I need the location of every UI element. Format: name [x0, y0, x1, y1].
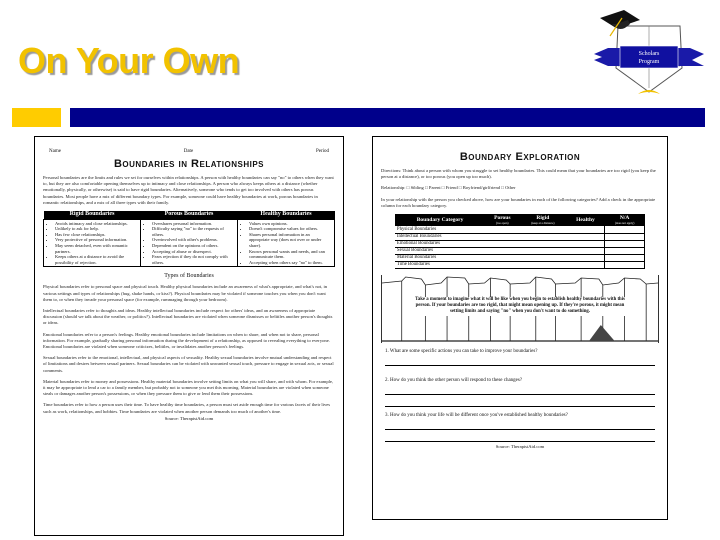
- column-header: Healthy: [576, 217, 595, 224]
- check-cell[interactable]: [566, 226, 604, 233]
- check-cell[interactable]: [605, 261, 645, 268]
- table-row: [395, 261, 645, 268]
- answer-line[interactable]: [385, 383, 655, 395]
- check-cell[interactable]: [566, 254, 604, 261]
- list-item: • Dependent on the opinions of others.: [152, 243, 234, 249]
- type-paragraph: Intellectual boundaries refer to thoughts and ideas. Healthy intellectual boundaries include respect for others' ideas, and an awareness of appropriate discussion (should we talk about the weather, or politics?). Intellectual boundaries are violated when someone dismisses or belittles another person's thoughts or ideas.: [43, 307, 333, 326]
- category-cell: Time Boundaries: [395, 261, 485, 268]
- check-cell[interactable]: [566, 247, 604, 254]
- check-cell[interactable]: [566, 240, 604, 247]
- source-text: Source: TherapistAid.com: [495, 443, 545, 449]
- accent-bar-yellow: [12, 108, 61, 127]
- check-cell[interactable]: [519, 233, 566, 240]
- check-cell[interactable]: [605, 240, 645, 247]
- list-item: • Doesn't compromise values for others.: [249, 226, 331, 232]
- check-cell[interactable]: [519, 261, 566, 268]
- date-label: Date: [183, 149, 194, 154]
- list-item: • Overinvolved with other's problems.: [152, 237, 234, 243]
- list-item: • Overshares personal information.: [152, 221, 234, 227]
- list-item: • Shares personal information in an appropriate way (does not over or under share).: [249, 232, 331, 249]
- check-cell[interactable]: [566, 261, 604, 268]
- check-cell[interactable]: [519, 240, 566, 247]
- table-row: [395, 254, 645, 261]
- table-row: [395, 240, 645, 247]
- category-cell: Sexual Boundaries: [395, 247, 485, 254]
- column-subheader: (too open): [496, 221, 509, 226]
- check-cell[interactable]: [485, 254, 519, 261]
- column-subheader: (does not apply): [614, 221, 635, 226]
- column-header: N/A: [619, 215, 630, 222]
- category-cell: Material Boundaries: [395, 254, 485, 261]
- list-item: • Knows personal wants and needs, and can communicate them.: [249, 249, 331, 260]
- relationship-options: Relationship: □ Sibling □ Parent □ Friend □ Boyfriend/girlfriend □ Other: [381, 185, 516, 191]
- category-cell: Intellectual Boundaries: [395, 233, 485, 240]
- check-cell[interactable]: [605, 254, 645, 261]
- list-item: • Unlikely to ask for help.: [55, 226, 137, 232]
- type-paragraph: Time boundaries refer to how a person uses their time. To have healthy time boundaries, a person must set aside enough time for various facets of their lives such as work, relationships, and hobbies. Time boundaries are violated when another person demands too much of another's time.: [43, 402, 331, 414]
- type-paragraph: Physical boundaries refer to personal space and physical touch. Healthy physical boundaries include an awareness of what's appropriate, and what's not, in various settings and types of relationships (hug, shake hands, or kiss?). Physical boundaries may be violated if someone touches you when you don't want them to, or when they invade your personal space (for example, rummaging through your bedroom).: [43, 284, 328, 302]
- boundary-exploration-worksheet: [372, 136, 668, 520]
- type-paragraph: Material boundaries refer to money and possessions. Healthy material boundaries involve setting limits on what you will share, and with whom. For example, it may be appropriate to lend a car to a family member, but probably not to someone you met this morning. Material boundaries are violated when someone steals or damages another person's possessions, or when they pressure them to give or lend them their possessions.: [43, 378, 334, 397]
- column-header: Porous Boundaries: [141, 211, 238, 219]
- answer-line[interactable]: [385, 430, 655, 442]
- answer-line[interactable]: [385, 395, 655, 407]
- category-cell: Physical Boundaries: [395, 226, 485, 233]
- logo-text-scholars: Scholars: [638, 51, 660, 57]
- column-header: Porous: [494, 215, 511, 222]
- check-cell[interactable]: [485, 226, 519, 233]
- table-row: [395, 226, 645, 233]
- worksheet-title: Boundary Exploration: [459, 151, 581, 163]
- column-header: Healthy Boundaries: [238, 211, 335, 219]
- period-label: Period: [315, 149, 329, 154]
- check-cell[interactable]: [566, 233, 604, 240]
- list-item: • Values own opinions.: [249, 221, 331, 227]
- question-1: 1. What are some specific actions you can take to improve your boundaries?: [385, 348, 538, 354]
- check-cell[interactable]: [605, 247, 645, 254]
- list-item: • Avoids intimacy and close relationships.: [55, 221, 137, 227]
- fence-illustration: [381, 275, 659, 343]
- list-item: • Keeps others at a distance to avoid the possibility of rejection.: [55, 254, 137, 265]
- table-row: [395, 233, 645, 240]
- check-cell[interactable]: [485, 247, 519, 254]
- scholars-program-logo: [588, 8, 710, 100]
- column-header: Rigid: [536, 215, 550, 222]
- category-cell: Emotional Boundaries: [395, 240, 485, 247]
- list-item: • May seem detached, even with romantic partners.: [55, 243, 137, 254]
- prompt-text: In your relationship with the person you checked above, how are your boundaries in each of the following categories? Add a check in the appropriate column for each boundary category.: [381, 196, 656, 208]
- type-paragraph: Emotional boundaries refer to a person's feelings. Healthy emotional boundaries include limitations on when to share, and when not to share, personal information. For example, gradually sharing personal information during the development of a relationship, as opposed to revealing everything to everyone. Emotional boundaries are violated when someone criticizes, belittles, or invalidates another person's feelings.: [43, 331, 330, 349]
- name-label: Name: [49, 149, 61, 154]
- answer-line[interactable]: [385, 418, 655, 430]
- list-item: • Very protective of personal information.: [55, 237, 137, 243]
- list-item: • Fears rejection if they do not comply with others.: [152, 254, 234, 265]
- check-cell[interactable]: [519, 247, 566, 254]
- logo-text-program: Program: [638, 59, 660, 65]
- check-cell[interactable]: [519, 226, 566, 233]
- types-heading: Types of Boundaries: [164, 273, 214, 280]
- check-cell[interactable]: [605, 226, 645, 233]
- list-item: • Accepting of abuse or disrespect.: [152, 249, 234, 255]
- table-row: [395, 247, 645, 254]
- column-header: Rigid Boundaries: [44, 211, 141, 219]
- fence-prompt-text: Take a moment to imagine what it will be like when you begin to establish healthy boundaries with this person. If your boundaries are too rigid, that might mean opening up. If they're porous, it might mean setting limits and saying "no" when you don't want to do something.: [412, 297, 628, 316]
- directions-text: Directions: Think about a person with whom you struggle to set healthy boundaries. This could mean that your boundaries are too rigid (you keep the person at a distance), or too porous (you open up too much).: [381, 168, 656, 180]
- boundary-category-table: [395, 214, 645, 269]
- check-cell[interactable]: [485, 233, 519, 240]
- column-header: Boundary Category: [416, 217, 464, 224]
- accent-bar-blue: [70, 108, 705, 127]
- list-item: • Has few close relationships.: [55, 232, 137, 238]
- question-3: 3. How do you think your life will be different once you've established healthy boundaries?: [385, 412, 568, 418]
- answer-line[interactable]: [385, 354, 655, 366]
- slide-title: On Your Own: [18, 40, 240, 81]
- list-item: • Accepting when others say "no" to them.: [249, 260, 331, 266]
- question-2: 2. How do you think the other person will respond to these changes?: [385, 377, 523, 383]
- list-item: • Difficulty saying "no" to the requests of others.: [152, 226, 234, 237]
- check-cell[interactable]: [519, 254, 566, 261]
- check-cell[interactable]: [485, 240, 519, 247]
- column-subheader: (keep at a distance): [531, 221, 555, 226]
- type-paragraph: Sexual boundaries refer to the emotional, intellectual, and physical aspects of sexuality. Healthy sexual boundaries involve mutual understanding and respect of limitations and desires between sexual partners. Sexual boundaries can be violated with unwanted sexual touch, pressure to engage in sexual acts, or sexual comments.: [43, 355, 334, 373]
- boundaries-in-relationships-worksheet: [34, 136, 344, 536]
- intro-paragraph: Personal boundaries are the limits and rules we set for ourselves within relationships. A person with healthy boundaries can say "no" to others when they want to, but they are also comfortable opening themselves up to intimacy and close relationships. A person who always keeps others at a distance (whether emotionally, physically, or otherwise) is said to have rigid boundaries. Alternatively, someone who tends to get too involved with others has porous boundaries. Most people have a mix of different boundary types. For example, someone could have healthy boundaries at work, porous boundaries in romantic relationships, and a mix of all three types with their family.: [43, 175, 334, 205]
- worksheet-title: Boundaries in Relationships: [113, 158, 265, 170]
- check-cell[interactable]: [485, 261, 519, 268]
- source-text: Source: TherapistAid.com: [164, 415, 214, 421]
- check-cell[interactable]: [605, 233, 645, 240]
- boundary-types-table: [43, 211, 335, 267]
